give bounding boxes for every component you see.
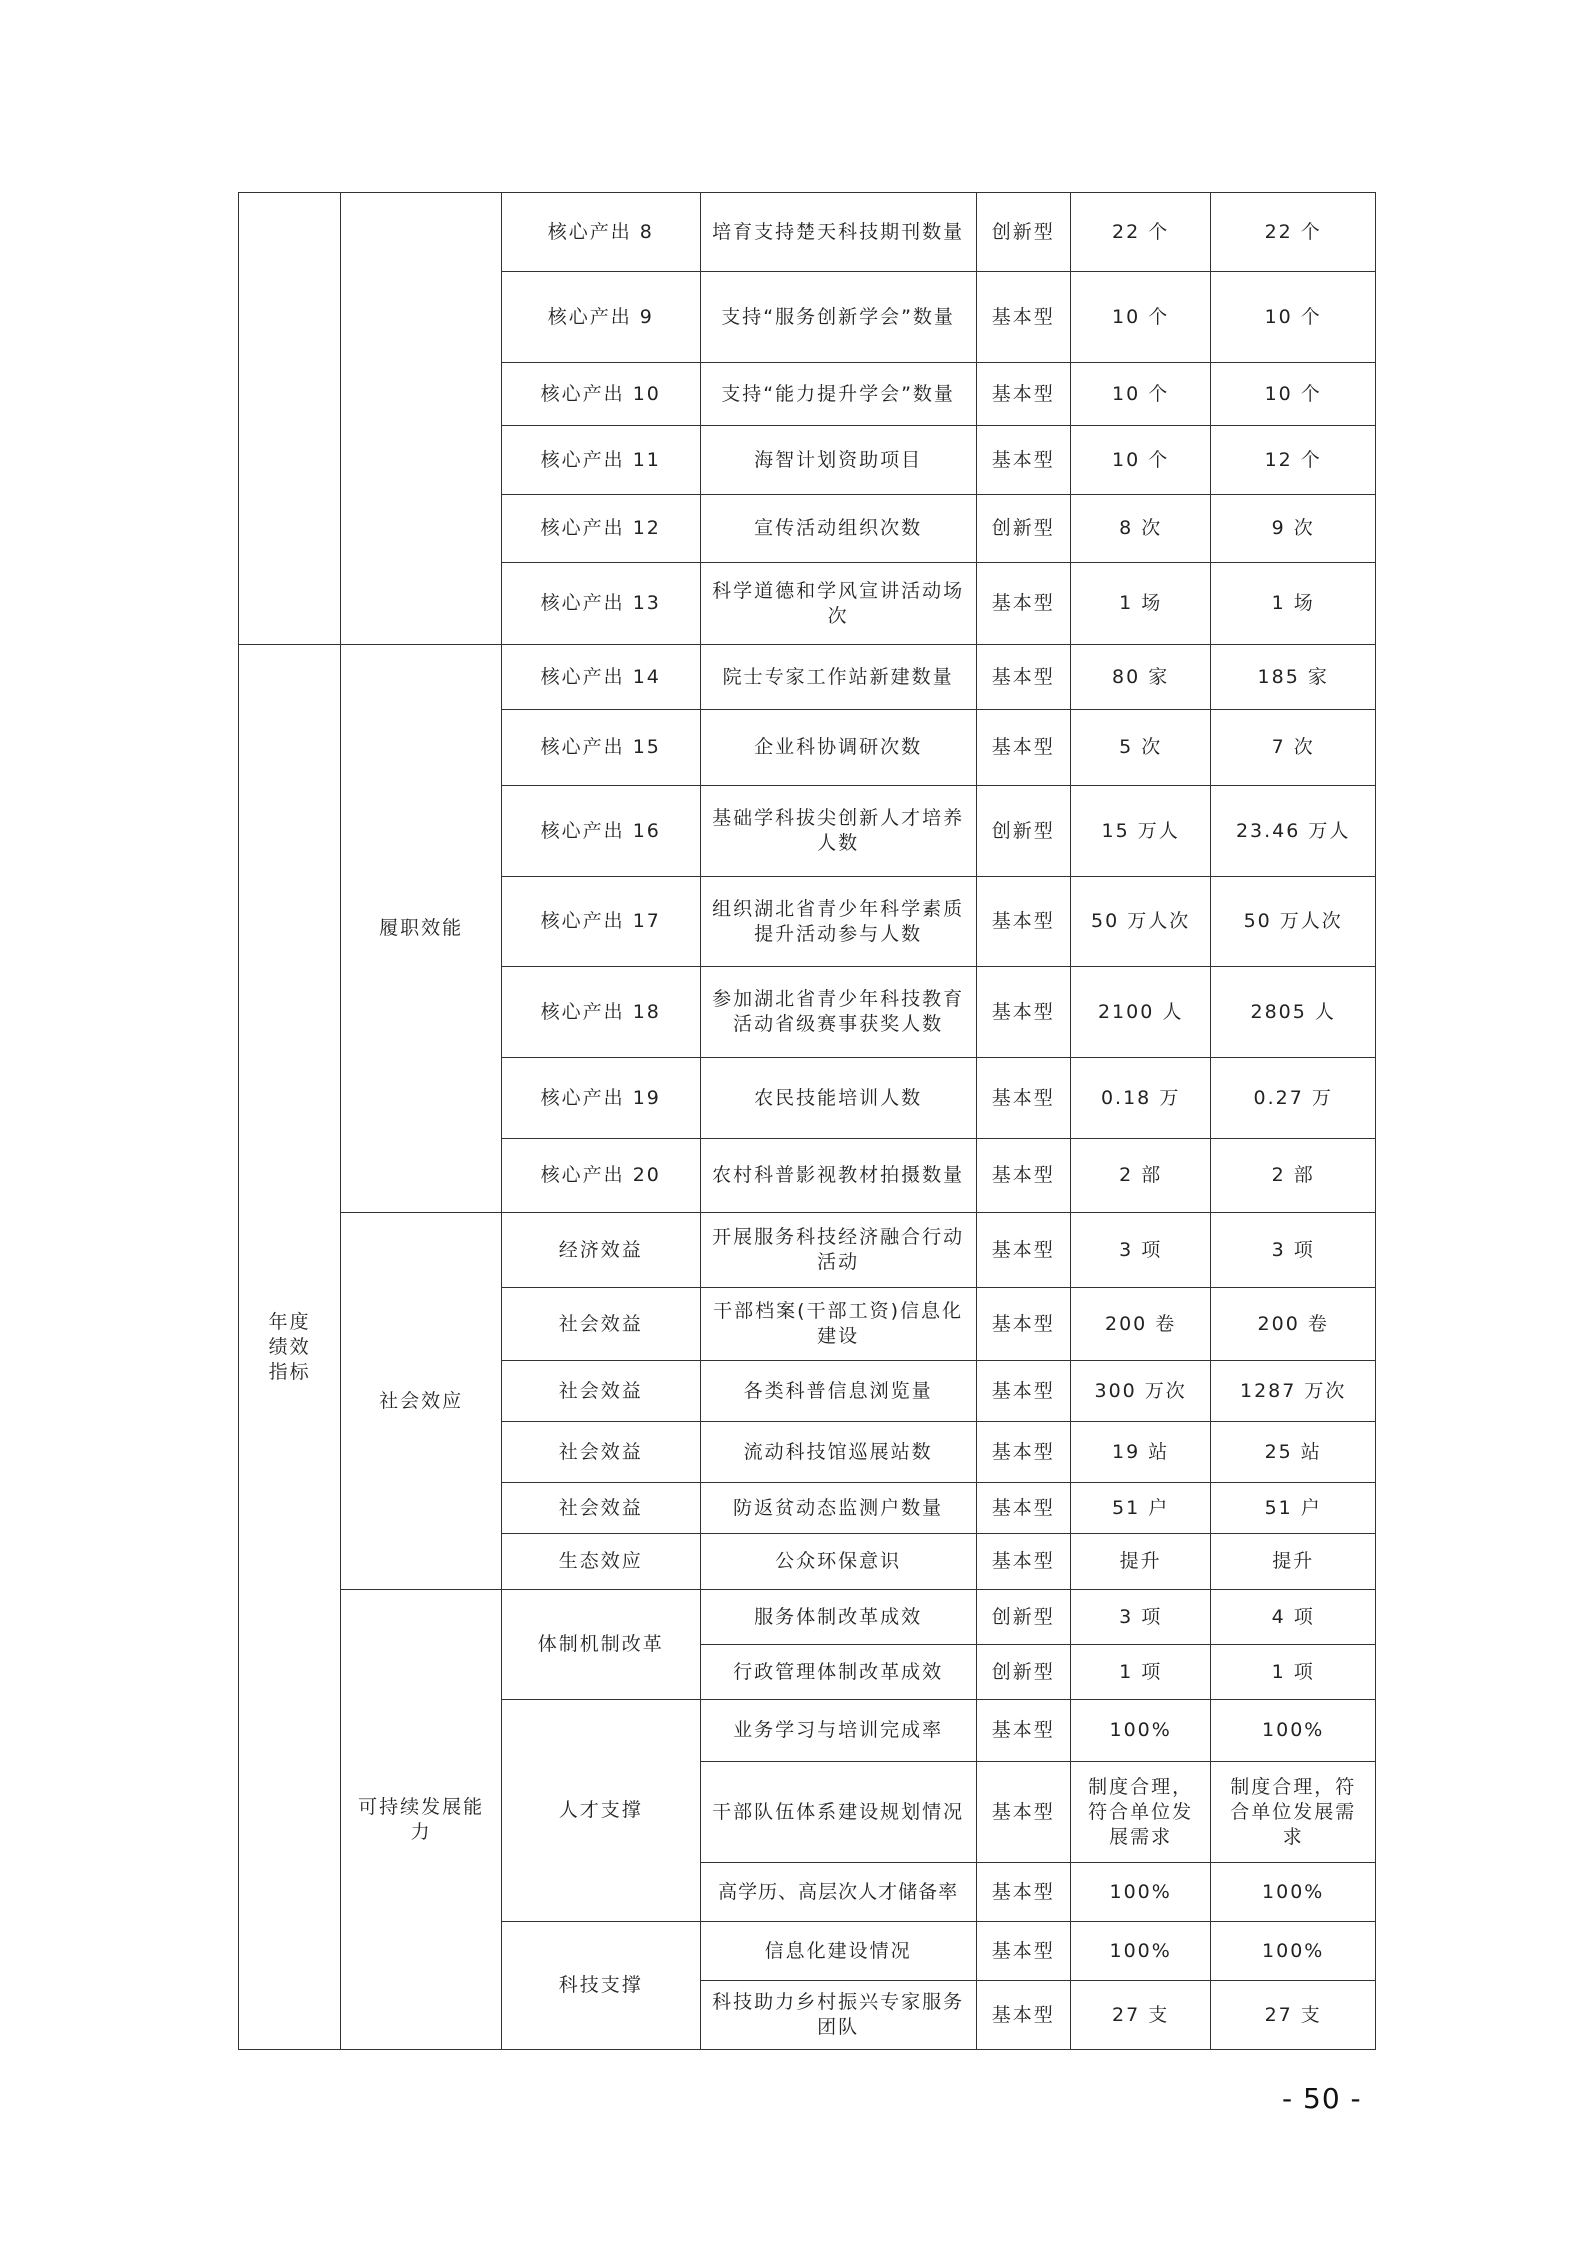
indicator-name: 社会效益	[501, 1361, 700, 1422]
indicator-content: 服务体制改革成效	[700, 1590, 976, 1645]
indicator-type: 创新型	[976, 495, 1070, 563]
target-value: 提升	[1070, 1534, 1210, 1590]
indicator-type: 创新型	[976, 193, 1070, 272]
table-row	[239, 1590, 1376, 1645]
table-row	[239, 1213, 1376, 1288]
actual-value: 2805 人	[1211, 967, 1376, 1058]
actual-value: 4 项	[1211, 1590, 1376, 1645]
indicator-content: 院士专家工作站新建数量	[700, 645, 976, 710]
indicator-content: 流动科技馆巡展站数	[700, 1422, 976, 1483]
page-number: - 50 -	[1282, 2082, 1362, 2115]
target-value: 2 部	[1070, 1139, 1210, 1213]
indicator-type: 基本型	[976, 1863, 1070, 1922]
sustainable-label: 可持续发展能力	[341, 1590, 502, 2050]
target-value: 3 项	[1070, 1590, 1210, 1645]
indicator-type: 基本型	[976, 645, 1070, 710]
indicator-content: 信息化建设情况	[700, 1922, 976, 1981]
indicator-name: 社会效益	[501, 1483, 700, 1534]
table-row	[239, 645, 1376, 710]
target-value: 2100 人	[1070, 967, 1210, 1058]
actual-value: 1 项	[1211, 1645, 1376, 1700]
actual-value: 27 支	[1211, 1981, 1376, 2050]
indicator-content: 农民技能培训人数	[700, 1058, 976, 1139]
indicator-name: 核心产出 10	[501, 363, 700, 426]
target-value: 19 站	[1070, 1422, 1210, 1483]
target-value: 300 万次	[1070, 1361, 1210, 1422]
indicator-content: 科学道德和学风宣讲活动场次	[700, 563, 976, 645]
indicator-content: 干部队伍体系建设规划情况	[700, 1762, 976, 1863]
indicator-name: 核心产出 20	[501, 1139, 700, 1213]
target-value: 100%	[1070, 1700, 1210, 1762]
indicator-content: 企业科协调研次数	[700, 710, 976, 786]
target-value: 50 万人次	[1070, 877, 1210, 967]
blank-cell	[239, 193, 341, 645]
actual-value: 100%	[1211, 1700, 1376, 1762]
target-value: 10 个	[1070, 426, 1210, 495]
indicator-name: 核心产出 16	[501, 786, 700, 877]
indicator-type: 创新型	[976, 1590, 1070, 1645]
actual-value: 23.46 万人	[1211, 786, 1376, 877]
indicator-type: 基本型	[976, 1288, 1070, 1361]
indicator-name: 核心产出 9	[501, 272, 700, 363]
indicator-content: 科技助力乡村振兴专家服务团队	[700, 1981, 976, 2050]
indicator-name: 社会效益	[501, 1422, 700, 1483]
actual-value: 1287 万次	[1211, 1361, 1376, 1422]
target-value: 10 个	[1070, 363, 1210, 426]
target-value: 15 万人	[1070, 786, 1210, 877]
target-value: 3 项	[1070, 1213, 1210, 1288]
target-value: 27 支	[1070, 1981, 1210, 2050]
target-value: 8 次	[1070, 495, 1210, 563]
indicator-type: 基本型	[976, 426, 1070, 495]
indicator-type: 基本型	[976, 1700, 1070, 1762]
social-effect-label: 社会效应	[341, 1213, 502, 1590]
actual-value: 12 个	[1211, 426, 1376, 495]
actual-value: 7 次	[1211, 710, 1376, 786]
target-value: 100%	[1070, 1922, 1210, 1981]
actual-value: 10 个	[1211, 363, 1376, 426]
indicator-type: 创新型	[976, 1645, 1070, 1700]
indicator-content: 公众环保意识	[700, 1534, 976, 1590]
target-value: 0.18 万	[1070, 1058, 1210, 1139]
target-value: 200 卷	[1070, 1288, 1210, 1361]
indicator-content: 宣传活动组织次数	[700, 495, 976, 563]
actual-value: 22 个	[1211, 193, 1376, 272]
performance-indicator-table	[238, 192, 1376, 2050]
indicator-name: 核心产出 18	[501, 967, 700, 1058]
indicator-type: 基本型	[976, 1213, 1070, 1288]
indicator-content: 开展服务科技经济融合行动活动	[700, 1213, 976, 1288]
indicator-content: 参加湖北省青少年科技教育活动省级赛事获奖人数	[700, 967, 976, 1058]
indicator-content: 行政管理体制改革成效	[700, 1645, 976, 1700]
indicator-content: 支持“服务创新学会”数量	[700, 272, 976, 363]
indicator-type: 基本型	[976, 1058, 1070, 1139]
actual-value: 200 卷	[1211, 1288, 1376, 1361]
indicator-name: 社会效益	[501, 1288, 700, 1361]
indicator-content: 业务学习与培训完成率	[700, 1700, 976, 1762]
actual-value: 9 次	[1211, 495, 1376, 563]
indicator-content: 高学历、高层次人才储备率	[700, 1863, 976, 1922]
target-value: 5 次	[1070, 710, 1210, 786]
target-value: 1 项	[1070, 1645, 1210, 1700]
indicator-type: 基本型	[976, 1139, 1070, 1213]
indicator-type: 基本型	[976, 877, 1070, 967]
indicator-content: 培育支持楚天科技期刊数量	[700, 193, 976, 272]
indicator-content: 支持“能力提升学会”数量	[700, 363, 976, 426]
actual-value: 10 个	[1211, 272, 1376, 363]
indicator-content: 干部档案(干部工资)信息化建设	[700, 1288, 976, 1361]
indicator-type: 基本型	[976, 1361, 1070, 1422]
tech-label: 科技支撑	[501, 1922, 700, 2050]
indicator-type: 基本型	[976, 1981, 1070, 2050]
actual-value: 185 家	[1211, 645, 1376, 710]
indicator-name: 核心产出 13	[501, 563, 700, 645]
reform-label: 体制机制改革	[501, 1590, 700, 1700]
indicator-name: 经济效益	[501, 1213, 700, 1288]
indicator-content: 海智计划资助项目	[700, 426, 976, 495]
target-value: 22 个	[1070, 193, 1210, 272]
indicator-name: 核心产出 19	[501, 1058, 700, 1139]
indicator-type: 基本型	[976, 563, 1070, 645]
indicator-name: 核心产出 11	[501, 426, 700, 495]
target-value: 制度合理，符合单位发展需求	[1070, 1762, 1210, 1863]
indicator-content: 农村科普影视教材拍摄数量	[700, 1139, 976, 1213]
indicator-type: 创新型	[976, 786, 1070, 877]
actual-value: 提升	[1211, 1534, 1376, 1590]
indicator-type: 基本型	[976, 272, 1070, 363]
actual-value: 100%	[1211, 1863, 1376, 1922]
indicator-name: 核心产出 8	[501, 193, 700, 272]
target-value: 1 场	[1070, 563, 1210, 645]
indicator-type: 基本型	[976, 1922, 1070, 1981]
actual-value: 制度合理，符合单位发展需求	[1211, 1762, 1376, 1863]
actual-value: 3 项	[1211, 1213, 1376, 1288]
indicator-name: 生态效应	[501, 1534, 700, 1590]
actual-value: 2 部	[1211, 1139, 1376, 1213]
indicator-content: 基础学科拔尖创新人才培养人数	[700, 786, 976, 877]
indicator-name: 核心产出 15	[501, 710, 700, 786]
indicator-type: 基本型	[976, 1534, 1070, 1590]
indicator-content: 防返贫动态监测户数量	[700, 1483, 976, 1534]
performance-label: 履职效能	[341, 645, 502, 1213]
indicator-name: 核心产出 17	[501, 877, 700, 967]
indicator-content: 组织湖北省青少年科学素质提升活动参与人数	[700, 877, 976, 967]
actual-value: 0.27 万	[1211, 1058, 1376, 1139]
indicator-content: 各类科普信息浏览量	[700, 1361, 976, 1422]
talent-label: 人才支撑	[501, 1700, 700, 1922]
target-value: 51 户	[1070, 1483, 1210, 1534]
actual-value: 50 万人次	[1211, 877, 1376, 967]
indicator-type: 基本型	[976, 1762, 1070, 1863]
actual-value: 51 户	[1211, 1483, 1376, 1534]
indicator-name: 核心产出 12	[501, 495, 700, 563]
annual-indicators-label: 年度绩效指标	[239, 645, 341, 2050]
indicator-type: 基本型	[976, 363, 1070, 426]
blank-cell	[341, 193, 502, 645]
actual-value: 25 站	[1211, 1422, 1376, 1483]
target-value: 10 个	[1070, 272, 1210, 363]
indicator-type: 基本型	[976, 967, 1070, 1058]
indicator-type: 基本型	[976, 710, 1070, 786]
indicator-type: 基本型	[976, 1483, 1070, 1534]
target-value: 100%	[1070, 1863, 1210, 1922]
indicator-name: 核心产出 14	[501, 645, 700, 710]
actual-value: 1 场	[1211, 563, 1376, 645]
indicator-type: 基本型	[976, 1422, 1070, 1483]
target-value: 80 家	[1070, 645, 1210, 710]
table-row	[239, 193, 1376, 272]
actual-value: 100%	[1211, 1922, 1376, 1981]
